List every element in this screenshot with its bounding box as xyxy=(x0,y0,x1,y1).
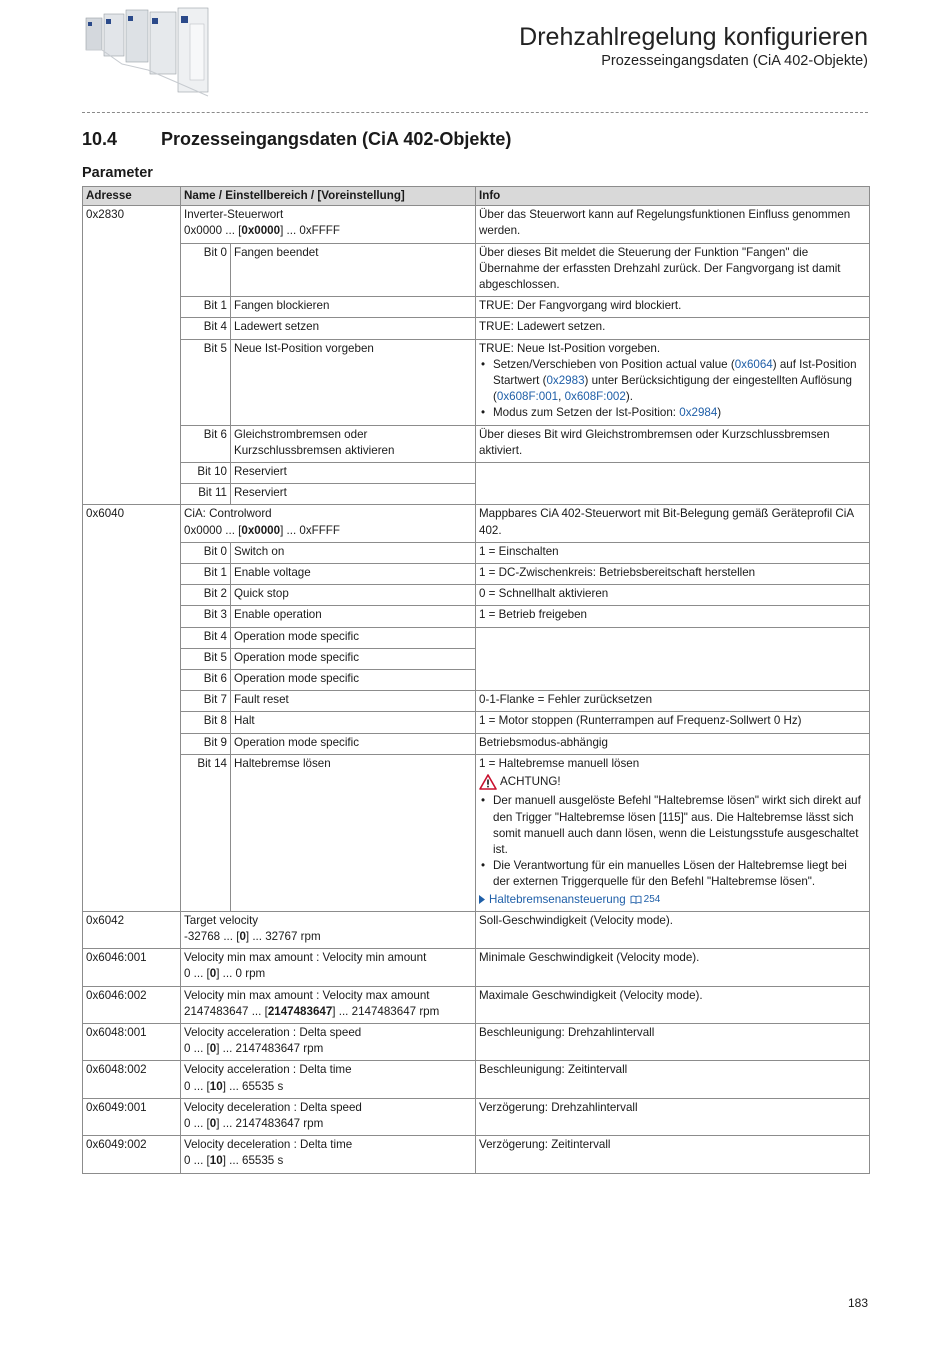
product-image xyxy=(82,4,214,104)
bit-label: Bit 8 xyxy=(181,712,231,733)
bit-name: Gleichstrombremsen oder Kurzschlussbremsen aktivieren xyxy=(231,425,476,462)
header-title: Drehzahlregelung konfigurieren xyxy=(519,23,868,51)
bit-row xyxy=(83,712,870,733)
bit-label: Bit 6 xyxy=(181,670,231,691)
table-row xyxy=(83,505,870,542)
bit-row xyxy=(83,627,870,648)
address-cell: 0x6046:002 xyxy=(83,986,181,1023)
bit-name: Operation mode specific xyxy=(231,670,476,691)
bullet-list xyxy=(479,793,866,890)
name-cell xyxy=(181,1136,476,1173)
address-cell: 0x6046:001 xyxy=(83,949,181,986)
address-cell: 0x6049:002 xyxy=(83,1136,181,1173)
bit-name: Fangen blockieren xyxy=(231,297,476,318)
link-0x2983[interactable]: 0x2983 xyxy=(546,374,585,388)
range-max: ] ... 2147483647 rpm xyxy=(216,1042,324,1056)
name-cell xyxy=(181,911,476,948)
info-cell: Maximale Geschwindigkeit (Velocity mode). xyxy=(476,986,870,1023)
bit-row xyxy=(83,754,870,911)
header-subtitle: Prozesseingangsdaten (CiA 402-Objekte) xyxy=(601,53,868,69)
section-number: 10.4 xyxy=(82,129,118,149)
link-0x608F-001[interactable]: 0x608F:001 xyxy=(496,390,559,404)
bullet-text: ) unter Berücksichtigung der eingestellten Auflösung ( xyxy=(493,374,852,404)
column-header-info: Info xyxy=(476,187,870,206)
info-cell: Beschleunigung: Drehzahlintervall xyxy=(476,1023,870,1060)
address-cell: 0x2830 xyxy=(83,206,181,505)
bit-name: Switch on xyxy=(231,542,476,563)
address-cell: 0x6049:001 xyxy=(83,1098,181,1135)
bit-label: Bit 3 xyxy=(181,606,231,627)
bit-name: Operation mode specific xyxy=(231,627,476,648)
bullet-text: ) xyxy=(717,406,722,420)
range-min: 0 ... [ xyxy=(184,1079,210,1093)
range-min: 0 ... [ xyxy=(184,967,210,981)
info-cell: Mappbares CiA 402-Steuerwort mit Bit-Belegung gemäß Geräteprofil CiA 402. xyxy=(476,505,870,542)
list-item xyxy=(479,405,866,421)
name-cell xyxy=(181,1098,476,1135)
section-heading xyxy=(82,128,511,150)
bullet-text: Setzen/Verschieben von Position actual value ( xyxy=(493,357,735,371)
warning-notice xyxy=(479,774,866,790)
parameter-name: Velocity min max amount : Velocity max amount xyxy=(184,988,430,1002)
bit-name: Fault reset xyxy=(231,691,476,712)
bit-info-empty xyxy=(476,627,870,691)
range-min: -32768 ... [ xyxy=(184,929,240,943)
bit-label: Bit 7 xyxy=(181,691,231,712)
bit-info-empty xyxy=(476,463,870,505)
info-cell: Verzögerung: Zeitintervall xyxy=(476,1136,870,1173)
bit-row xyxy=(83,297,870,318)
table-row xyxy=(83,1098,870,1135)
bullet-text: Modus zum Setzen der Ist-Position: xyxy=(493,406,680,420)
address-cell: 0x6040 xyxy=(83,505,181,911)
range-default: 0 xyxy=(209,967,217,981)
range-max: ] ... 2147483647 rpm xyxy=(332,1004,440,1018)
parameter-name: Velocity acceleration : Delta speed xyxy=(184,1025,362,1039)
bit-info: 0 = Schnellhalt aktivieren xyxy=(476,585,870,606)
info-cell: Beschleunigung: Zeitintervall xyxy=(476,1061,870,1098)
bit-info: 1 = Motor stoppen (Runterrampen auf Frequenz-Sollwert 0 Hz) xyxy=(476,712,870,733)
bit-label: Bit 4 xyxy=(181,627,231,648)
range-min: 2147483647 ... [ xyxy=(184,1004,268,1018)
parameter-range xyxy=(184,223,472,239)
bit-name: Fangen beendet xyxy=(231,243,476,297)
range-min: 0x0000 ... [ xyxy=(184,224,242,238)
bit-row xyxy=(83,606,870,627)
bit-label: Bit 1 xyxy=(181,564,231,585)
parameter-range xyxy=(184,1004,472,1020)
bit-label: Bit 4 xyxy=(181,318,231,339)
bit-info: TRUE: Der Fangvorgang wird blockiert. xyxy=(476,297,870,318)
bit-name: Operation mode specific xyxy=(231,648,476,669)
table-row xyxy=(83,911,870,948)
range-default: 2147483647 xyxy=(267,1004,333,1018)
table-row xyxy=(83,949,870,986)
table-row xyxy=(83,206,870,243)
table-row xyxy=(83,1023,870,1060)
bit-label: Bit 11 xyxy=(181,484,231,505)
bit-row xyxy=(83,585,870,606)
parameter-name: Velocity acceleration : Delta time xyxy=(184,1063,352,1077)
name-cell xyxy=(181,949,476,986)
bit-name: Reserviert xyxy=(231,463,476,484)
bit-name: Operation mode specific xyxy=(231,733,476,754)
bit-row xyxy=(83,542,870,563)
name-cell xyxy=(181,1061,476,1098)
bit-name: Neue Ist-Position vorgeben xyxy=(231,339,476,425)
list-item: • Der manuell ausgelöste Befehl "Haltebremse lösen" wirkt sich direkt auf den Trigger "Haltebremse lösen [115]" aus. Die Haltebremse lässt sich somit manuell auch dann lösen, wenn die Leistungsstufe ausgeschaltet ist. xyxy=(479,793,866,858)
parameter-range xyxy=(184,1153,472,1169)
bit-label: Bit 2 xyxy=(181,585,231,606)
cross-reference-text[interactable]: Haltebremsenansteuerung xyxy=(489,892,626,906)
table-header-row xyxy=(83,187,870,206)
column-header-name: Name / Einstellbereich / [Voreinstellung] xyxy=(181,187,476,206)
page-number: 183 xyxy=(847,1296,868,1310)
parameter-name: Velocity deceleration : Delta time xyxy=(184,1138,353,1152)
range-default: 0 xyxy=(239,929,246,943)
bit-name: Quick stop xyxy=(231,585,476,606)
range-min: 0x0000 ... [ xyxy=(184,523,242,537)
arrow-right-icon xyxy=(479,895,485,904)
range-max: ] ... 2147483647 rpm xyxy=(216,1116,324,1130)
range-max: ] ... 65535 s xyxy=(222,1079,284,1093)
range-default: 0 xyxy=(209,1042,217,1056)
cross-reference-page[interactable] xyxy=(630,892,661,908)
info-cell: Über das Steuerwort kann auf Regelungsfunktionen Einfluss genommen werden. xyxy=(476,206,870,243)
bit-row xyxy=(83,318,870,339)
range-max: ] ... 0 rpm xyxy=(216,967,266,981)
name-cell xyxy=(181,1023,476,1060)
parameter-subheading: Parameter xyxy=(82,165,153,181)
address-cell: 0x6048:001 xyxy=(83,1023,181,1060)
parameter-range xyxy=(184,1116,472,1132)
parameter-range xyxy=(184,523,472,539)
range-default: 10 xyxy=(209,1079,223,1093)
bit-info-text: TRUE: Neue Ist-Position vorgeben. xyxy=(479,341,661,355)
range-max: ] ... 0xFFFF xyxy=(280,523,340,537)
bit-info: Über dieses Bit wird Gleichstrombremsen oder Kurzschlussbremsen aktiviert. xyxy=(476,425,870,462)
parameter-table xyxy=(82,186,870,1174)
parameter-name: Velocity min max amount : Velocity min amount xyxy=(184,951,427,965)
header-divider xyxy=(82,112,868,113)
bit-info: TRUE: Ladewert setzen. xyxy=(476,318,870,339)
name-cell xyxy=(181,505,476,542)
range-default: 0 xyxy=(209,1116,217,1130)
bit-row xyxy=(83,691,870,712)
page-reference[interactable]: 254 xyxy=(643,893,661,905)
link-0x608F-002[interactable]: 0x608F:002 xyxy=(564,390,626,404)
bit-label: Bit 9 xyxy=(181,733,231,754)
range-min: 0 ... [ xyxy=(184,1116,210,1130)
range-max: ] ... 32767 rpm xyxy=(245,929,321,943)
column-header-address: Adresse xyxy=(83,187,181,206)
bit-label: Bit 10 xyxy=(181,463,231,484)
info-cell: Verzögerung: Drehzahlintervall xyxy=(476,1098,870,1135)
bit-info: 1 = Einschalten xyxy=(476,542,870,563)
name-cell xyxy=(181,986,476,1023)
bit-label: Bit 5 xyxy=(181,339,231,425)
book-icon xyxy=(630,895,642,904)
bit-name: Haltebremse lösen xyxy=(231,754,476,911)
address-cell: 0x6048:002 xyxy=(83,1061,181,1098)
range-max: ] ... 0xFFFF xyxy=(280,224,340,238)
parameter-range xyxy=(184,1041,472,1057)
bit-label: Bit 1 xyxy=(181,297,231,318)
bit-row xyxy=(83,243,870,297)
bit-row xyxy=(83,564,870,585)
bit-name: Enable operation xyxy=(231,606,476,627)
bit-label: Bit 6 xyxy=(181,425,231,462)
bullet-separator: , xyxy=(558,390,565,404)
bit-label: Bit 0 xyxy=(181,243,231,297)
parameter-name: Velocity deceleration : Delta speed xyxy=(184,1100,362,1114)
parameter-name: CiA: Controlword xyxy=(184,507,272,521)
parameter-range xyxy=(184,929,472,945)
parameter-range xyxy=(184,1079,472,1095)
bit-row xyxy=(83,425,870,462)
bullet-list xyxy=(479,357,866,422)
name-cell xyxy=(181,206,476,243)
bit-label: Bit 14 xyxy=(181,754,231,911)
range-default: 10 xyxy=(209,1154,223,1168)
bit-info: Betriebsmodus-abhängig xyxy=(476,733,870,754)
section-title: Prozesseingangsdaten (CiA 402-Objekte) xyxy=(161,129,512,149)
bit-info-text: 1 = Haltebremse manuell lösen xyxy=(479,756,640,770)
bullet-text: ) auf Ist-Position Startwert ( xyxy=(493,357,857,388)
bit-name: Ladewert setzen xyxy=(231,318,476,339)
bullet-text: ). xyxy=(625,390,633,404)
info-cell: Minimale Geschwindigkeit (Velocity mode). xyxy=(476,949,870,986)
bit-name: Reserviert xyxy=(231,484,476,505)
bit-row xyxy=(83,463,870,484)
bit-name: Halt xyxy=(231,712,476,733)
bit-label: Bit 0 xyxy=(181,542,231,563)
table-row xyxy=(83,1136,870,1173)
bit-info: Über dieses Bit meldet die Steuerung der Funktion "Fangen" die Übernahme der erfassten Drehzahl zurück. Der Fangvorgang ist damit abgeschlossen. xyxy=(476,243,870,297)
bit-info: 1 = DC-Zwischenkreis: Betriebsbereitschaft herstellen xyxy=(476,564,870,585)
bit-row xyxy=(83,733,870,754)
parameter-name: Inverter-Steuerwort xyxy=(184,208,284,222)
range-min: 0 ... [ xyxy=(184,1042,210,1056)
warning-label: ACHTUNG! xyxy=(500,775,561,789)
range-default: 0x0000 xyxy=(241,224,281,238)
bit-info xyxy=(476,339,870,425)
range-min: 0 ... [ xyxy=(184,1154,210,1168)
bit-row xyxy=(83,339,870,425)
bit-name: Enable voltage xyxy=(231,564,476,585)
bit-info: 1 = Betrieb freigeben xyxy=(476,606,870,627)
table-row xyxy=(83,1061,870,1098)
list-item xyxy=(479,357,866,406)
range-max: ] ... 65535 s xyxy=(222,1154,284,1168)
address-cell: 0x6042 xyxy=(83,911,181,948)
table-row xyxy=(83,986,870,1023)
cross-reference-link[interactable] xyxy=(479,892,866,908)
link-0x2984[interactable]: 0x2984 xyxy=(679,406,718,420)
bit-info xyxy=(476,754,870,911)
link-0x6064[interactable]: 0x6064 xyxy=(734,357,773,371)
bit-info: 0-1-Flanke = Fehler zurücksetzen xyxy=(476,691,870,712)
list-item: • Die Verantwortung für ein manuelles Lösen der Haltebremse liegt bei der externen Triggerquelle für den Befehl "Haltebremse lösen". xyxy=(479,858,866,890)
info-cell: Soll-Geschwindigkeit (Velocity mode). xyxy=(476,911,870,948)
parameter-name: Target velocity xyxy=(184,913,259,927)
bit-label: Bit 5 xyxy=(181,648,231,669)
parameter-range xyxy=(184,966,472,982)
warning-triangle-icon xyxy=(479,774,497,790)
range-default: 0x0000 xyxy=(241,523,281,537)
